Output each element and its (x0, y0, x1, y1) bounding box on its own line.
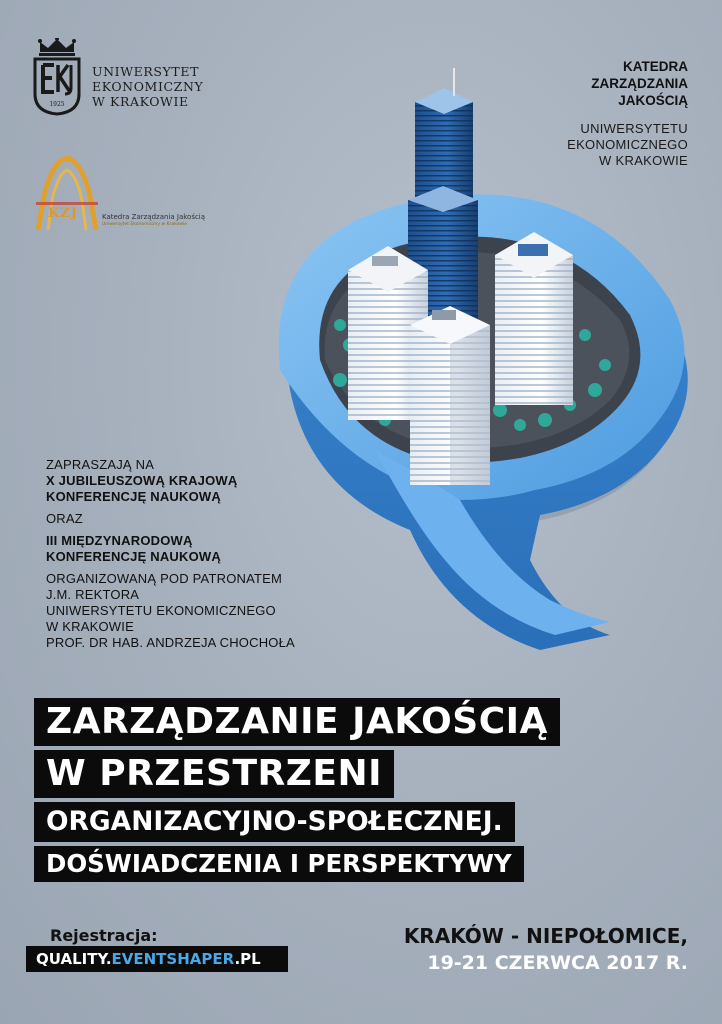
white-tower-front (410, 306, 490, 485)
registration-url-prefix: QUALITY. (36, 950, 112, 968)
university-name-line3: W KRAKOWIE (92, 94, 189, 109)
conference-title-line3: ORGANIZACYJNO-SPOŁECZNEJ. (34, 802, 515, 842)
registration-url-accent: EVENTSHAPER (111, 950, 235, 968)
conference-1-line: KONFERENCJĘ NAUKOWĄ (46, 489, 221, 504)
university-name-line2: EKONOMICZNY (92, 79, 204, 94)
event-location: KRAKÓW - NIEPOŁOMICE, (403, 924, 688, 948)
department-name-line: ZARZĄDZANIA (591, 76, 688, 91)
patronage-line: J.M. REKTORA (46, 587, 140, 602)
patronage-line: ORGANIZOWANĄ POD PATRONATEM (46, 571, 283, 586)
invitation-and: ORAZ (46, 511, 83, 526)
conference-title-line2: W PRZESTRZENI (34, 750, 394, 798)
department-university-line: EKONOMICZNEGO (567, 137, 688, 152)
department-name-line: KATEDRA (623, 59, 688, 74)
department-university-line: UNIWERSYTETU (580, 121, 688, 136)
registration-url-link[interactable] (26, 946, 288, 972)
event-dates: 19-21 CZERWCA 2017 R. (427, 952, 688, 974)
department-logo-subtitle: Uniwersytet Ekonomiczny w Krakowie (102, 222, 188, 227)
department-name-line: JAKOŚCIĄ (618, 93, 688, 108)
department-logo (34, 156, 204, 236)
patronage-line: W KRAKOWIE (46, 619, 134, 634)
department-logo-title: Katedra Zarządzania Jakością (102, 213, 206, 221)
conference-2-line: KONFERENCJĘ NAUKOWĄ (46, 549, 221, 564)
conference-title-line1: ZARZĄDZANIE JAKOŚCIĄ (34, 698, 560, 746)
conference-2-line: III MIĘDZYNARODOWĄ (46, 533, 193, 548)
invitation-intro: ZAPRASZAJĄ NA (46, 457, 155, 472)
patronage-line: UNIWERSYTETU EKONOMICZNEGO (46, 603, 276, 618)
registration-url-suffix: .PL (234, 950, 261, 968)
department-logo-letters: KZJ (48, 206, 78, 221)
university-name (92, 64, 203, 109)
registration-label: Rejestracja: (50, 926, 158, 945)
university-crown-emblem-icon (32, 38, 82, 116)
invitation-text (46, 457, 295, 651)
white-tower-right (495, 232, 573, 405)
patronage-line: PROF. DR HAB. ANDRZEJA CHOCHOŁA (46, 635, 295, 650)
department-university-line: W KRAKOWIE (599, 153, 688, 168)
conference-1-line: X JUBILEUSZOWĄ KRAJOWĄ (46, 473, 238, 488)
university-name-line1: UNIWERSYTET (92, 64, 200, 79)
conference-title-line4: DOŚWIADCZENIA I PERSPEKTYWY (34, 846, 524, 882)
university-logo (32, 38, 212, 120)
svg-text:1925: 1925 (49, 101, 65, 108)
